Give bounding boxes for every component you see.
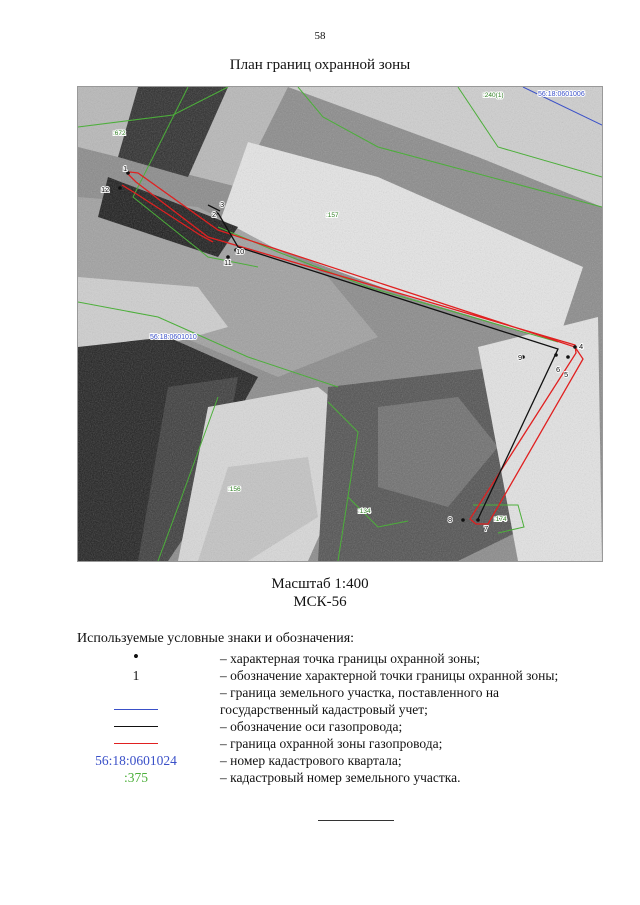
point-label-2: 2	[212, 210, 217, 219]
legend-item	[80, 684, 610, 718]
zone-point	[476, 518, 480, 522]
legend-point-symbol: •	[133, 647, 139, 666]
quarter-label: 56:18:0601010	[150, 334, 197, 341]
coordinate-system: МСК-56	[293, 594, 347, 610]
map-scale: Масштаб 1:400	[271, 576, 369, 592]
quarter-label: 56:18:0601006	[538, 91, 585, 98]
point-label-8: 8	[448, 515, 453, 524]
point-label-5: 5	[564, 370, 569, 379]
point-label-12: 12	[101, 185, 110, 194]
point-label-4: 4	[579, 342, 584, 351]
legend-description: – обозначение оси газопровода;	[220, 719, 403, 734]
legend-description: – обозначение характерной точки границы охранной зоны;	[220, 668, 559, 683]
parcel-label: :672	[113, 130, 126, 137]
legend-parcel-number-symbol: :375	[123, 770, 148, 785]
parcel-label: :240(1)	[483, 92, 504, 99]
legend-description: – характерная точка границы охранной зоны;	[220, 651, 481, 666]
legend-red-line-symbol	[80, 735, 192, 752]
page-number: 58	[314, 30, 326, 42]
zone-point	[554, 353, 558, 357]
parcel-label: :156	[228, 486, 241, 493]
legend-number-symbol: 1	[132, 668, 140, 683]
point-label-6: 6	[556, 365, 561, 374]
legend-description: – граница охранной зоны газопровода;	[220, 736, 443, 751]
parcel-label: :174	[494, 516, 507, 523]
point-label-3: 3	[220, 200, 225, 209]
legend-description: – граница земельного участка, поставленного на государственный кадастровый учет;	[220, 685, 500, 717]
parcel-label: :157	[326, 212, 339, 219]
point-label-7: 7	[484, 524, 489, 533]
legend-black-line-symbol	[80, 718, 192, 735]
point-label-9: 9	[518, 353, 523, 362]
zone-point	[461, 518, 465, 522]
legend-description: – кадастровый номер земельного участка.	[220, 770, 461, 785]
legend-description: – номер кадастрового квартала;	[220, 753, 402, 768]
footer-divider	[318, 820, 394, 821]
plan-title: План границ охранной зоны	[229, 57, 411, 73]
point-label-1: 1	[123, 164, 128, 173]
legend-heading: Используемые условные знаки и обозначения:	[77, 631, 355, 646]
point-label-11: 11	[224, 258, 232, 267]
cadastral-map	[77, 86, 603, 562]
legend-blue-line-symbol	[80, 701, 192, 718]
parcel-label: :134	[358, 508, 371, 515]
zone-point	[118, 186, 122, 190]
zone-point	[566, 355, 570, 359]
point-label-10: 10	[236, 247, 245, 256]
legend-quarter-number-symbol: 56:18:0601024	[95, 753, 177, 768]
zone-point	[573, 345, 577, 349]
